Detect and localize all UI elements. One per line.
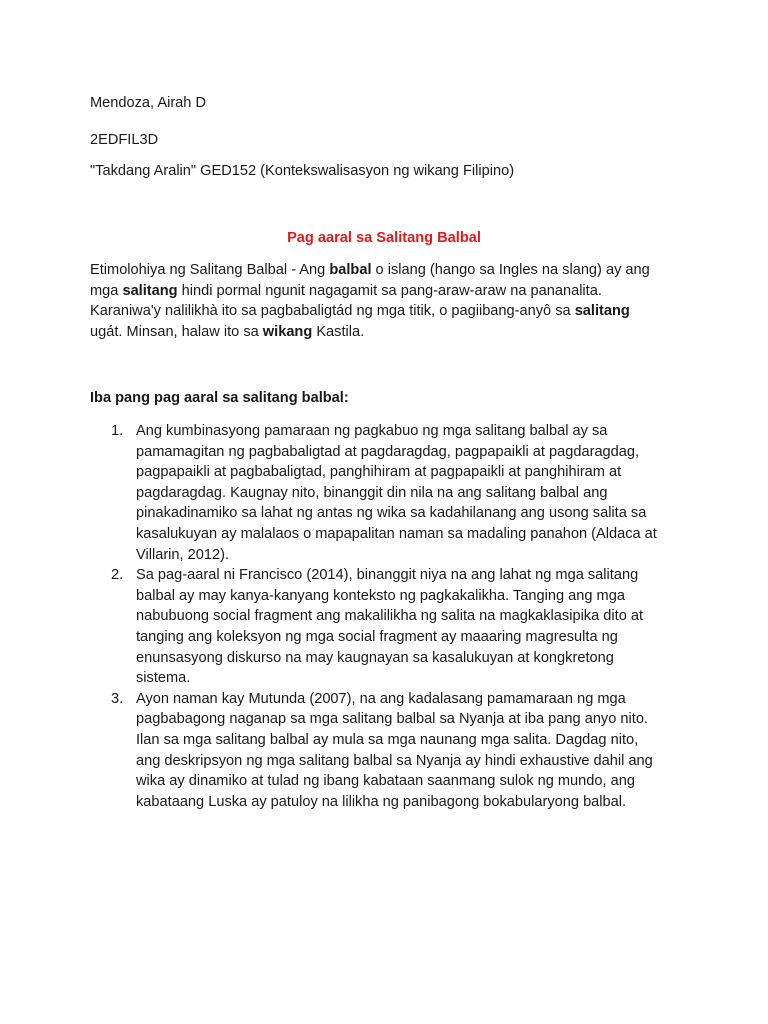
intro-paragraph	[90, 260, 690, 342]
bold-term: salitang	[122, 282, 178, 299]
list-item	[90, 421, 700, 565]
list-line: balbal ay may kanya-kanyang konteksto ng pagkakalikha. Tanging ang mga	[136, 587, 625, 604]
numbered-list	[90, 421, 700, 812]
list-item	[90, 565, 700, 689]
list-line: enunsasyong diskurso na may kaugnayan sa kasalukuyan at kongkretong	[136, 649, 614, 666]
intro-line: ugát. Minsan, halaw ito sa wikang Kastila.	[90, 323, 365, 340]
intro-line: Etimolohiya ng Salitang Balbal - Ang balbal o islang (hango sa Ingles na slang) ay ang	[90, 262, 650, 278]
document-title: Pag aaral sa Salitang Balbal	[287, 230, 481, 246]
list-line: Ayon naman kay Mutunda (2007), na ang kadalasang pamamaraan ng mga	[136, 690, 626, 707]
list-line: nabubuong social fragment ang makalilikha ng salita na magkaklasipika dito at	[136, 608, 644, 625]
assignment-label: "Takdang Aralin" GED152 (Kontekswalisasyon ng wikang Filipino)	[90, 163, 515, 179]
list-line: ang deskripsyon ng mga salitang balbal sa Nyanja ay hindi exhaustive dahil ang	[136, 752, 653, 769]
list-line: pagpapaikli at pagbabaligtad, panghihiram at pagpapaikli at panghihiram at	[136, 464, 622, 481]
list-line: pamamagitan ng pagbabaligtad at pagdaragdag, pagpapaikli at pagdaragdag,	[136, 443, 640, 460]
list-line: Ang kumbinasyong pamaraan ng pagkabuo ng mga salitang balbal ay sa	[136, 423, 608, 439]
list-line: kabataang Luska ay patuloy na lilikha ng panibagong bokabularyong balbal.	[136, 793, 627, 810]
list-line: Ilan sa mga salitang balbal ay mula sa mga naunang mga salita. Dagdag nito,	[136, 731, 639, 748]
list-item	[90, 689, 700, 813]
list-number: 3.	[111, 690, 124, 707]
intro-line: Karaniwa'y nalilikhà ito sa pagbabaligtád ng mga titik, o pagiibang-anyô sa salitang	[90, 303, 630, 319]
list-line: sistema.	[136, 670, 191, 687]
list-number: 1.	[111, 423, 124, 439]
class-section: 2EDFIL3D	[90, 132, 159, 148]
intro-line: mga salitang hindi pormal ngunit nagagamit sa pang-araw-araw na pananalita.	[90, 282, 602, 299]
author-name: Mendoza, Airah D	[90, 95, 207, 111]
list-line: pagbabagong naganap sa mga salitang balbal sa Nyanja at iba pang anyo nito.	[136, 711, 648, 728]
bold-term: wikang	[262, 323, 313, 340]
list-line: kasalukuyan ay malalaos o mapapalitan naman sa madaling panahon (Aldaca at	[136, 525, 657, 542]
list-line: Sa pag-aaral ni Francisco (2014), binanggit niya na ang lahat ng mga salitang	[136, 567, 639, 584]
bold-term: balbal	[329, 262, 372, 278]
list-number: 2.	[111, 567, 124, 584]
list-line: Villarin, 2012).	[136, 546, 230, 563]
list-line: pinakadinamiko sa lahat ng antas ng wika sa kadahilanang ang usong salita sa	[136, 505, 647, 522]
list-line: pagdaragdag. Kaugnay nito, binanggit din nila na ang salitang balbal ang	[136, 484, 608, 501]
list-line: wika ay dinamiko at tulad ng ibang kabataan saanmang sulok ng mundo, ang	[136, 773, 635, 790]
bold-term: salitang	[574, 303, 630, 319]
section-subheading: Iba pang pag aaral sa salitang balbal:	[90, 390, 349, 406]
list-line: tanging ang koleksyon ng mga social fragment ay maaaring magresulta ng	[136, 628, 618, 645]
